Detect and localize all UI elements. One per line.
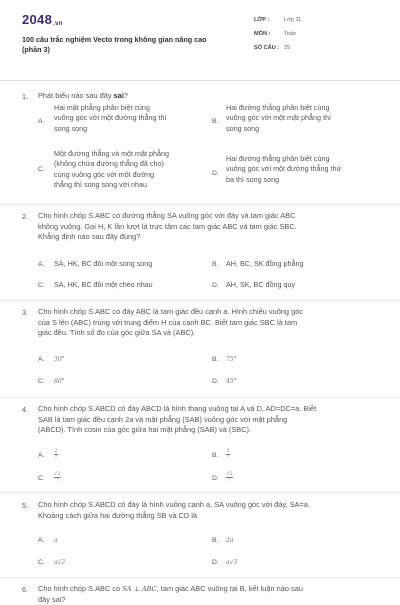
option-letter: A.: [38, 537, 45, 544]
question-text: Cho hình chóp S.ABC có đáy ABC là tam giác đều cạnh a. Hình chiếu vuông góc của S lên (ABC) trùng với trung điểm H của cạnh BC. Biết tam giác SBC là tam giác đều. Tính số đo của góc giữa SA và (ABC).: [38, 307, 303, 338]
question-number: 6.: [22, 585, 28, 594]
option-letter: C.: [38, 166, 45, 173]
option-c[interactable]: $\frac{√2}{7}$: [54, 472, 61, 483]
option-letter: B.: [212, 537, 219, 544]
question-divider: [0, 204, 400, 205]
option-b[interactable]: 75°: [226, 356, 237, 363]
option-a[interactable]: 30°: [54, 356, 65, 363]
question-number: 3.: [22, 308, 28, 317]
site-logo[interactable]: 2048.vn: [22, 12, 63, 27]
question-text: Cho hình chóp S.ABCD có đáy ABCD là hình thang vuông tại A và D, AD=DC=a. Biết SAB là tam giác đều cạnh 2a và mặt phẳng (SAB) vuông góc với mặt phẳng (ABCD). Tính cosin của góc giữa hai mặt phẳng (SAB) và (SBC).: [38, 404, 317, 435]
option-c[interactable]: 60°: [54, 378, 65, 385]
option-letter: A.: [38, 356, 45, 363]
option-a[interactable]: Hai mặt phẳng phân biệt cùng vuông góc với một đường thẳng thì song song: [54, 103, 167, 133]
question-divider: [0, 492, 400, 493]
question-divider: [0, 397, 400, 398]
question-text: Cho hình chóp S.ABC có đường thẳng SA vuông góc với đáy và tam giác ABC không vuông. Gọi H, K lần lượt là trực tâm các tam giác ABC và tam giác SBC. Khẳng định nào sau đây đúng?: [38, 211, 297, 242]
question-text: Cho hình chóp S.ABC có SA ⊥ ABC, tam giác ABC vuông tại B, kết luận nào sau đây sai?: [38, 584, 303, 604]
question-divider: [0, 300, 400, 301]
option-letter: D.: [212, 378, 219, 385]
option-letter: C.: [38, 475, 45, 482]
question-number: 5.: [22, 501, 28, 510]
option-letter: B.: [212, 118, 219, 125]
option-a[interactable]: SA, HK, BC đôi một song song: [54, 259, 153, 268]
option-b[interactable]: 2a: [226, 537, 234, 544]
question-number: 2.: [22, 212, 28, 221]
option-letter: C.: [38, 378, 45, 385]
question-text: Cho hình chóp S.ABCD có đáy là hình vuông cạnh a, SA vuông góc với đáy, SA=a. Khoảng cách giữa hai đường thẳng SB và CD là: [38, 500, 310, 520]
option-letter: B.: [212, 356, 219, 363]
option-c[interactable]: a√2: [54, 559, 66, 566]
question-text: Phát biểu nào sau đây sai?: [38, 91, 129, 100]
option-a[interactable]: a: [54, 537, 58, 544]
option-letter: D.: [212, 475, 219, 482]
option-letter: C.: [38, 282, 45, 289]
option-d[interactable]: $\frac{√5}{7}$: [226, 472, 233, 483]
option-letter: A.: [38, 261, 45, 268]
header-divider: [0, 80, 400, 81]
option-letter: D.: [212, 170, 219, 177]
option-letter: B.: [212, 261, 219, 268]
option-letter: D.: [212, 559, 219, 566]
question-divider: [0, 577, 400, 578]
option-b[interactable]: AH, BC, SK đồng phẳng: [226, 259, 304, 268]
option-d[interactable]: AH, SK, BC đồng quy: [226, 280, 296, 289]
question-number: 4.: [22, 405, 28, 414]
option-c[interactable]: Một đường thẳng và một mặt phẳng (không chứa đường thẳng đã cho) cùng vuông góc với một đường thẳng thì song song với nhau: [54, 149, 170, 190]
option-letter: B.: [212, 452, 219, 459]
option-a[interactable]: $\frac{2}{7}$: [54, 449, 58, 460]
option-c[interactable]: SA, HK, BC đôi một chéo nhau: [54, 280, 153, 289]
option-letter: A.: [38, 118, 45, 125]
option-d[interactable]: Hai đường thẳng phân biệt cùng vuông góc với một đường thẳng thứ ba thì song song: [226, 154, 342, 184]
document-title: 100 câu trắc nghiệm Vecto trong không gian nâng cao (phần 3): [22, 35, 207, 54]
option-b[interactable]: Hai đường thẳng phân biệt cùng vuông góc với một mặt phẳng thì song song: [226, 103, 331, 133]
option-d[interactable]: 45°: [226, 378, 237, 385]
option-letter: C.: [38, 559, 45, 566]
option-b[interactable]: $\frac{3}{7}$: [226, 449, 230, 460]
option-d[interactable]: a√3: [226, 559, 238, 566]
option-letter: D.: [212, 282, 219, 289]
option-letter: A.: [38, 452, 45, 459]
document-header: 2048.vn 100 câu trắc nghiệm Vecto trong không gian nâng cao (phần 3) LỚP : Lớp 11 MÔN : Toán SỐ CÂU : 25: [22, 12, 302, 54]
question-number: 1.: [22, 92, 28, 101]
